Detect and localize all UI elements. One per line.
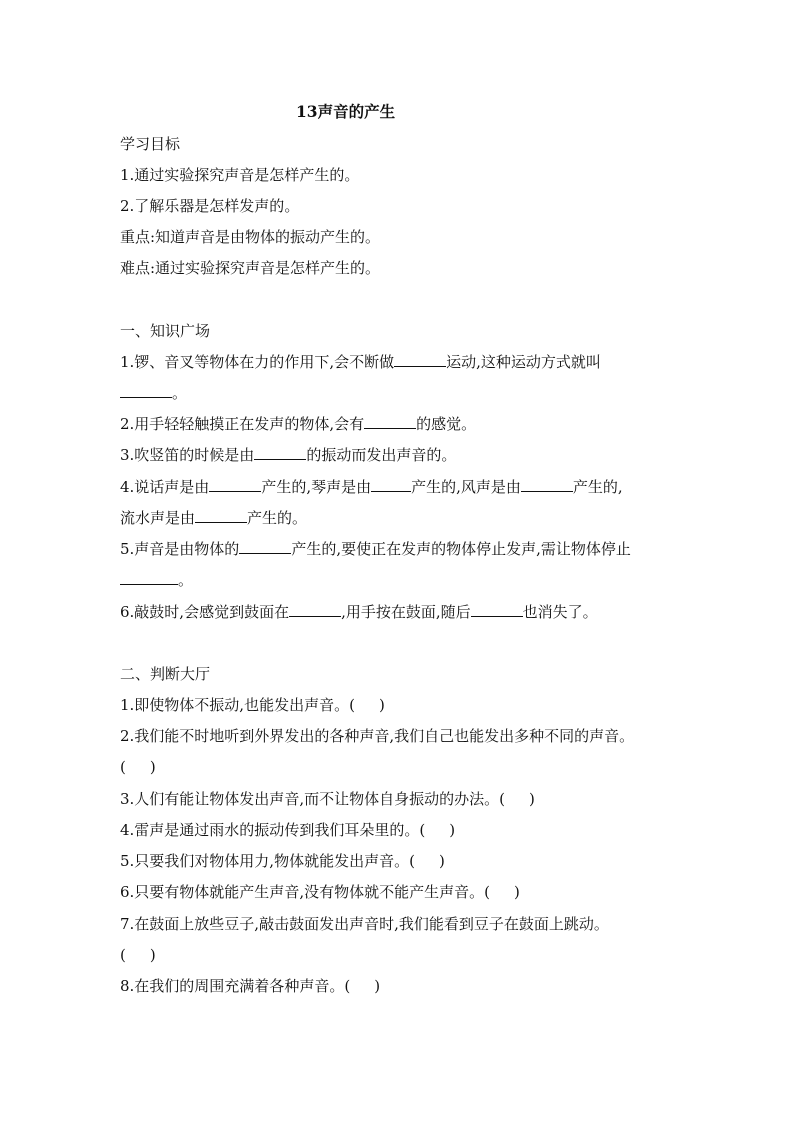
answer-blank[interactable] (254, 445, 306, 460)
question-2: 2.用手轻轻触摸正在发声的物体,会有 的感觉。 (120, 415, 477, 433)
answer-blank[interactable] (120, 570, 178, 585)
page-title: 13声音的产生 (296, 102, 396, 121)
judge-item-7-paren: ( ) (120, 946, 156, 964)
judge-item-7: 7.在鼓面上放些豆子,敲击鼓面发出声音时,我们能看到豆子在鼓面上跳动。 (120, 915, 609, 933)
objective-item: 1.通过实验探究声音是怎样产生的。 (120, 166, 360, 184)
question-3: 3.吹竖笛的时候是由 的振动而发出声音的。 (120, 446, 457, 464)
objectives-heading: 学习目标 (120, 135, 181, 153)
judge-item-5: 5.只要我们对物体用力,物体就能发出声音。( ) (120, 852, 445, 870)
key-point: 重点:知道声音是由物体的振动产生的。 (120, 228, 381, 246)
section1-heading: 一、知识广场 (120, 322, 211, 340)
objective-item: 2.了解乐器是怎样发声的。 (120, 197, 300, 215)
answer-blank[interactable] (364, 414, 416, 429)
answer-blank[interactable] (239, 539, 291, 554)
judge-item-8: 8.在我们的周围充满着各种声音。( ) (120, 977, 381, 995)
question-4: 4.说话声是由 产生的,琴声是由 产生的,风声是由 产生的, (120, 478, 623, 496)
difficulty-point: 难点:通过实验探究声音是怎样产生的。 (120, 259, 381, 277)
question-6: 6.敲鼓时,会感觉到鼓面在 ,用手按在鼓面,随后 也消失了。 (120, 603, 598, 621)
question-1: 1.锣、音叉等物体在力的作用下,会不断做 运动,这种运动方式就叫 (120, 353, 601, 371)
answer-blank[interactable] (521, 477, 573, 492)
question-4-cont: 流水声是由 产生的。 (120, 509, 308, 527)
answer-blank[interactable] (394, 352, 446, 367)
question-5-cont: 。 (120, 570, 193, 590)
judge-item-6: 6.只要有物体就能产生声音,没有物体就不能产生声音。( ) (120, 883, 520, 901)
section2-heading: 二、判断大厅 (120, 665, 211, 683)
question-1-cont: 。 (120, 383, 187, 403)
judge-item-2: 2.我们能不时地听到外界发出的各种声音,我们自己也能发出多种不同的声音。 (120, 727, 635, 745)
answer-blank[interactable] (209, 477, 261, 492)
judge-item-2-paren: ( ) (120, 758, 156, 776)
answer-blank[interactable] (289, 602, 341, 617)
answer-blank[interactable] (471, 602, 523, 617)
answer-blank[interactable] (195, 508, 247, 523)
judge-item-4: 4.雷声是通过雨水的振动传到我们耳朵里的。( ) (120, 821, 456, 839)
answer-blank[interactable] (120, 383, 172, 398)
judge-item-1: 1.即使物体不振动,也能发出声音。( ) (120, 696, 385, 714)
answer-blank[interactable] (371, 477, 411, 492)
question-5: 5.声音是由物体的 产生的,要使正在发声的物体停止发声,需让物体停止 (120, 540, 631, 558)
judge-item-3: 3.人们有能让物体发出声音,而不让物体自身振动的办法。( ) (120, 790, 535, 808)
